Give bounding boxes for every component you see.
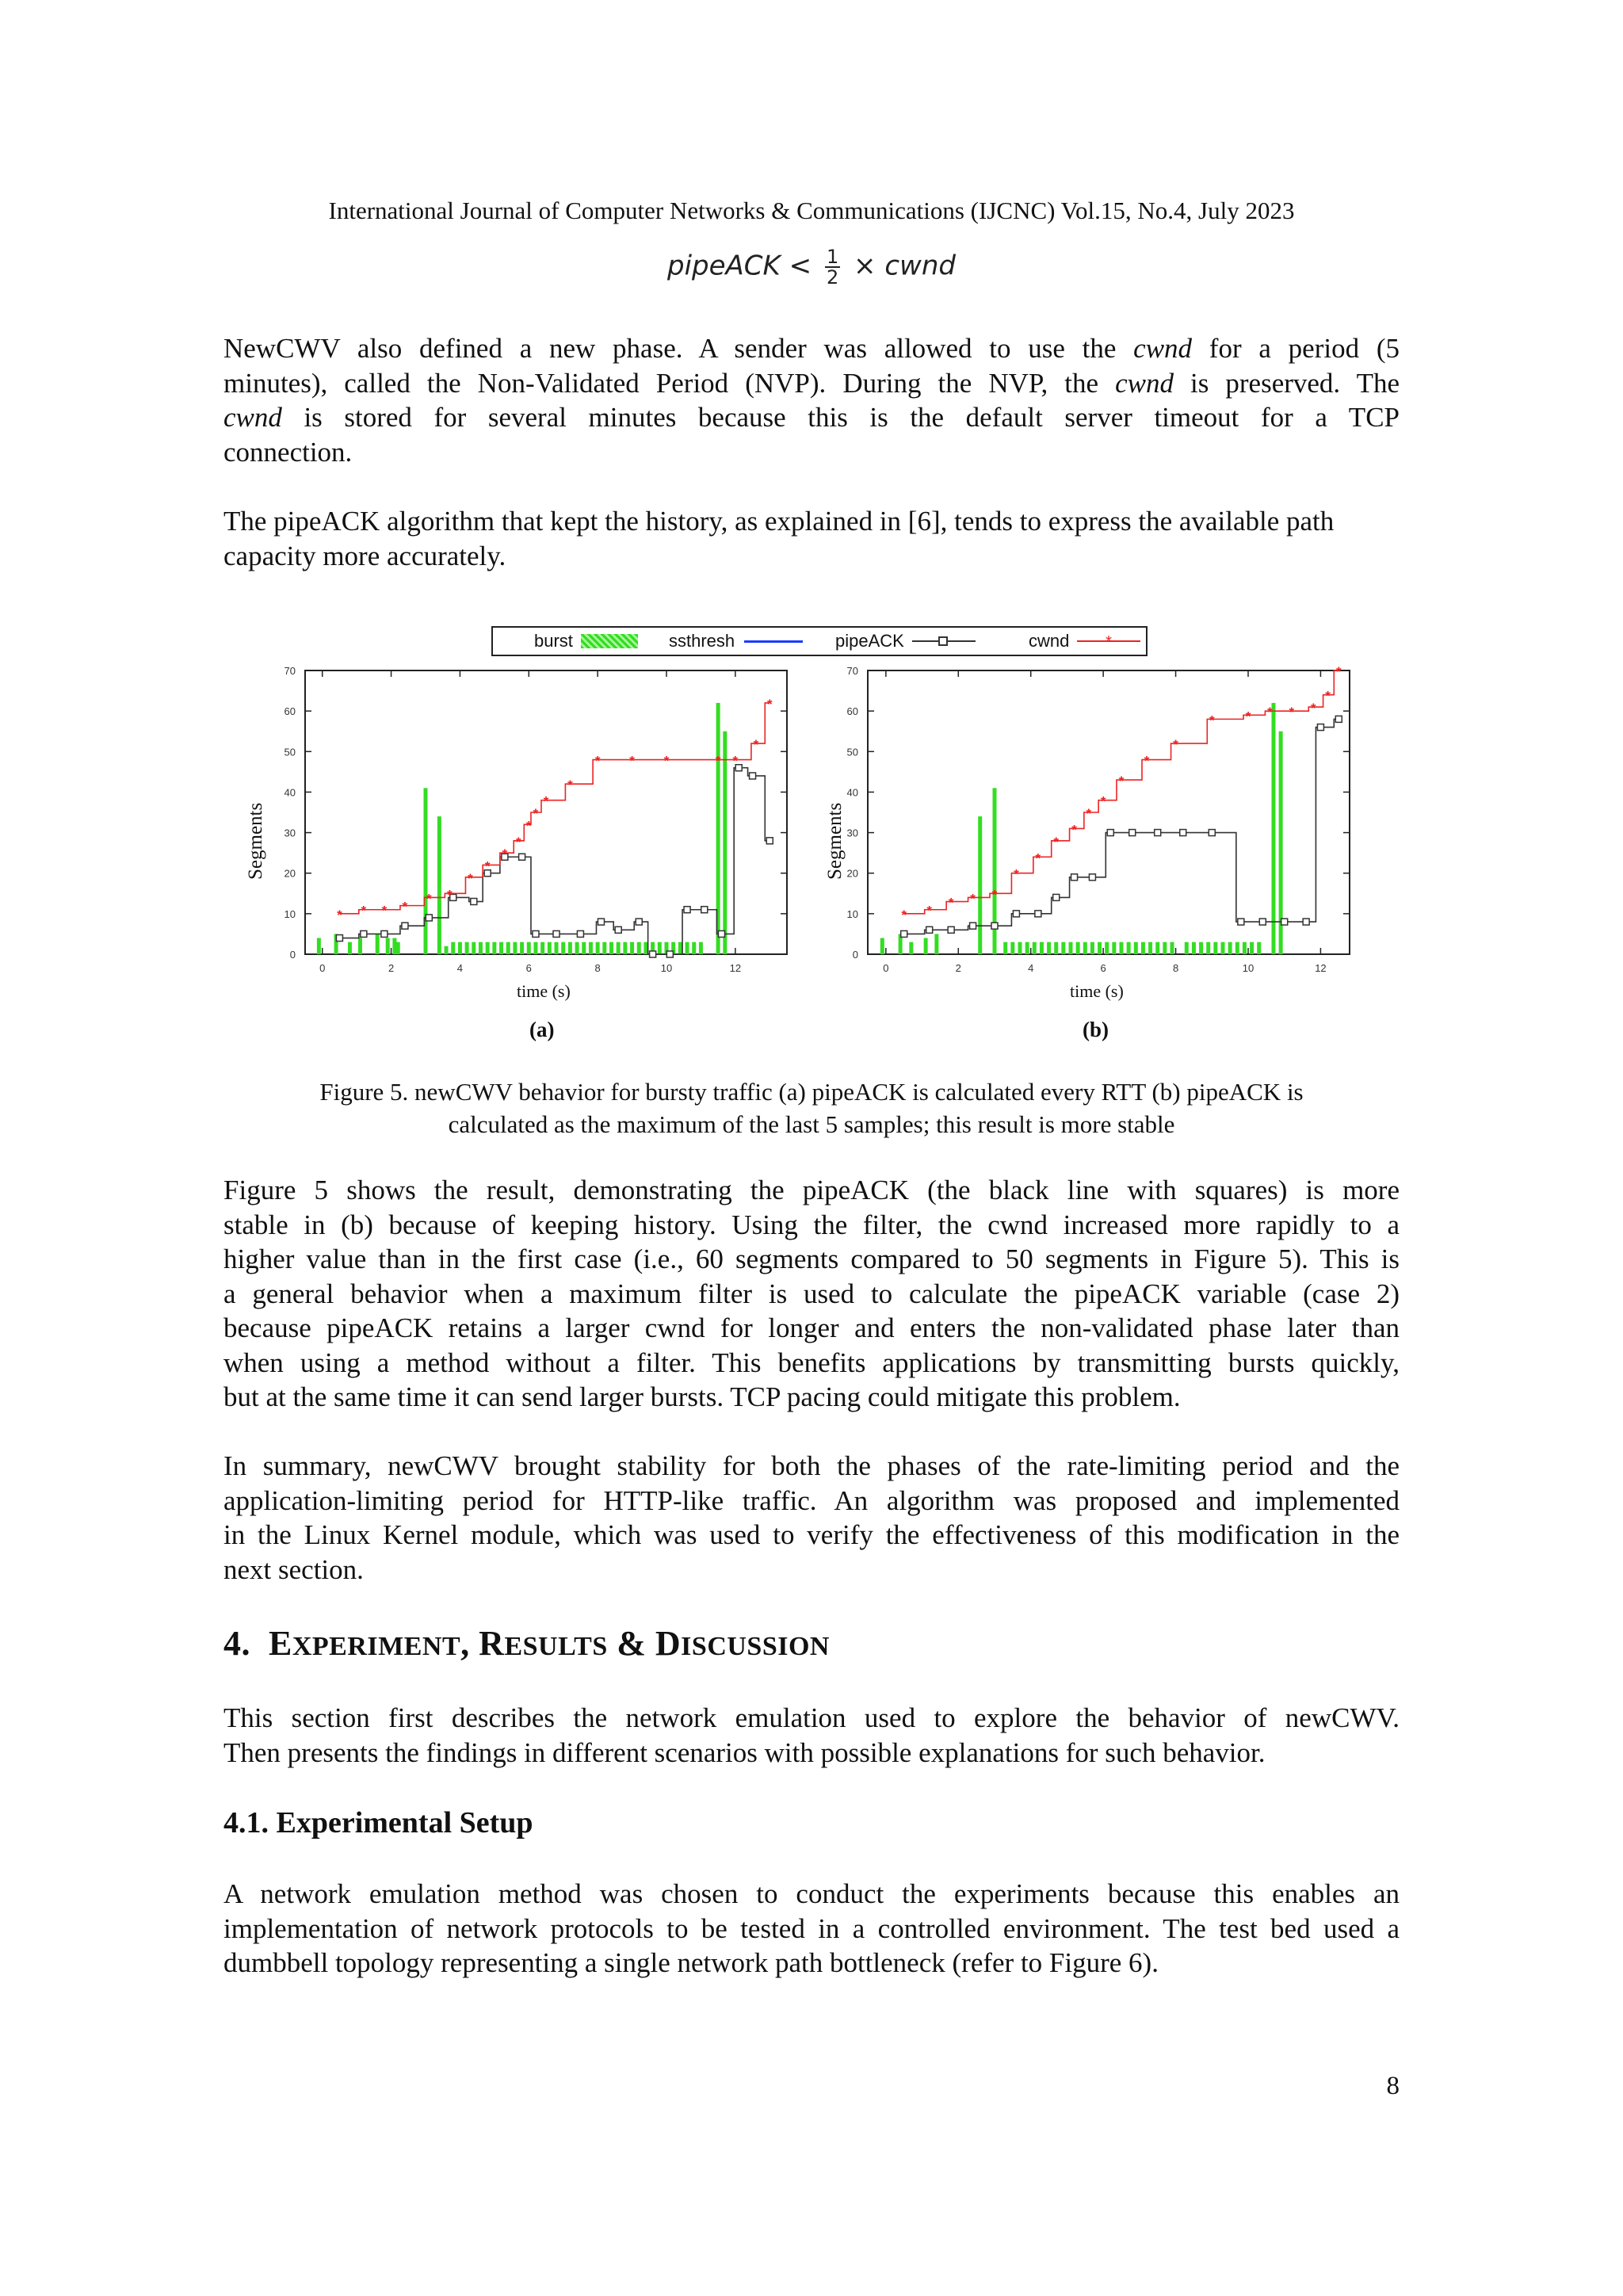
plot-frame: [868, 670, 1350, 954]
burst-bar: [520, 942, 524, 954]
cwnd-point: *: [1289, 705, 1295, 720]
text: for a period (5: [1192, 333, 1400, 364]
pipeack-point: [1129, 830, 1136, 836]
x-tick-label: 10: [1242, 962, 1254, 974]
x-tick-label: 2: [388, 962, 395, 974]
pipeack-point: [650, 951, 656, 957]
cwnd-point: *: [447, 887, 453, 903]
p4-line: in the Linux Kernel module, which was used to verify the effectiveness of this modification in the: [223, 1519, 1400, 1550]
burst-bar: [1076, 942, 1080, 954]
y-tick-label: 50: [846, 746, 858, 758]
burst-bar: [596, 942, 600, 954]
burst-bar: [424, 788, 428, 954]
y-axis-label-b: Segments: [824, 802, 846, 880]
cwnd-point: *: [502, 846, 508, 862]
pipeack-point: [701, 907, 708, 913]
y-tick-label: 40: [846, 786, 858, 799]
cwnd-point: *: [402, 899, 408, 915]
burst-bar: [1083, 942, 1087, 954]
heading-cap: E: [269, 1624, 292, 1663]
cwnd-point: *: [991, 887, 998, 903]
burst-bar: [692, 942, 696, 954]
paragraph-figure5-result: [223, 1173, 1400, 1415]
burst-bar: [1185, 942, 1189, 954]
burst-bar: [348, 942, 352, 954]
pipeack-point: [1238, 919, 1244, 925]
cwnd-point: *: [901, 907, 907, 923]
pipeack-point: [402, 923, 408, 929]
subsection-heading: 4.1. Experimental Setup: [223, 1806, 533, 1839]
formula-numerator: 1: [826, 246, 839, 268]
burst-bar: [1025, 942, 1029, 954]
y-tick-label: 0: [289, 949, 296, 961]
burst-bar: [396, 942, 400, 954]
section-number: 4.: [223, 1624, 250, 1663]
burst-bar: [1033, 942, 1037, 954]
y-tick-label: 60: [284, 705, 296, 718]
pipeack-point: [1035, 911, 1041, 917]
p3-line: stable in (b) because of keeping history. Using the filter, the cwnd increased more rapidly to a: [223, 1209, 1400, 1240]
burst-bar: [561, 942, 565, 954]
y-tick-label: 10: [846, 907, 858, 920]
burst-bar: [555, 942, 559, 954]
pipeack-point: [361, 930, 367, 937]
burst-bar: [1170, 942, 1174, 954]
burst-bar: [392, 938, 396, 954]
pipeack-point: [901, 930, 907, 937]
cwnd-point: *: [1209, 712, 1215, 728]
heading-smallcaps: ISCUSSION: [681, 1632, 830, 1661]
burst-bar: [386, 938, 390, 954]
burst-bar: [1040, 942, 1044, 954]
cwnd-point: *: [753, 737, 759, 753]
p3-line: Figure 5 shows the result, demonstrating the pipeACK (the black line with squares) is more: [223, 1175, 1400, 1205]
burst-bar: [472, 942, 475, 954]
burst-bar: [1213, 942, 1217, 954]
x-tick-label: 8: [1172, 962, 1179, 974]
pipeack-point: [684, 907, 690, 913]
pipeack-point: [766, 838, 773, 844]
burst-bar: [723, 732, 727, 954]
cwnd-point: *: [948, 895, 954, 911]
burst-bar: [506, 942, 510, 954]
pipeack-point: [1155, 830, 1161, 836]
paragraph-pipeack-history: The pipeACK algorithm that kept the history, as explained in [6], tends to express the available path capacity more accurately.: [223, 506, 1335, 571]
legend-label: cwnd: [1029, 631, 1070, 651]
y-tick-label: 20: [846, 867, 858, 880]
p5-line: Then presents the findings in different scenarios with possible explanations for such behavior.: [223, 1736, 1266, 1768]
burst-bar: [643, 942, 647, 954]
p1-line-1: [223, 331, 1400, 366]
pipeack-point: [1259, 919, 1266, 925]
burst-bar: [1235, 942, 1239, 954]
cwnd-point: *: [926, 903, 933, 919]
x-tick-label: 10: [660, 962, 673, 974]
burst-bar: [1098, 942, 1102, 954]
burst-bar: [582, 942, 586, 954]
p3-line: a general behavior when a maximum filter is used to calculate the pipeACK variable (case 2): [223, 1278, 1400, 1309]
burst-bar: [465, 942, 469, 954]
cwnd-point: *: [533, 806, 539, 821]
pipeack-point: [426, 915, 432, 921]
paragraph-experimental-setup: [223, 1877, 1400, 1981]
burst-bar: [1090, 942, 1094, 954]
cwnd-point: *: [525, 818, 532, 834]
page-number: 8: [1386, 2072, 1400, 2100]
burst-bar: [934, 934, 938, 954]
pipeack-point: [636, 919, 642, 925]
cwnd-point: *: [515, 834, 521, 850]
pipeack-point: [1180, 830, 1186, 836]
term-cwnd: cwnd: [1115, 367, 1174, 399]
p6-line: implementation of network protocols to be tested in a controlled environment. The test bed used a: [223, 1912, 1400, 1944]
burst-bar: [568, 942, 572, 954]
burst-bar: [1250, 942, 1254, 954]
pipeack-point: [1071, 874, 1078, 881]
p4-line: next section.: [223, 1553, 364, 1585]
legend-label: burst: [534, 631, 573, 651]
burst-bar: [540, 942, 544, 954]
x-tick-label: 6: [525, 962, 532, 974]
cwnd-point: *: [1118, 774, 1125, 789]
burst-bar: [978, 816, 982, 954]
y-tick-label: 30: [846, 827, 858, 839]
burst-bar: [1199, 942, 1203, 954]
heading-smallcaps: ESULTS: [504, 1632, 608, 1661]
burst-bar: [609, 942, 613, 954]
burst-bar: [1054, 942, 1058, 954]
cwnd-point: *: [1310, 701, 1316, 716]
pipeack-point: [1281, 919, 1288, 925]
pipeack-line-icon: [911, 633, 977, 649]
heading-sep: ,: [460, 1624, 479, 1663]
cwnd-point: *: [1173, 737, 1178, 753]
cwnd-point: *: [361, 903, 367, 919]
p3-line: when using a method without a filter. This benefits applications by transmitting bursts quickly,: [223, 1347, 1400, 1378]
p6-line: A network emulation method was chosen to conduct the experiments because this enables an: [223, 1878, 1400, 1909]
burst-bar: [1148, 942, 1152, 954]
cwnd-point: *: [381, 903, 388, 919]
text: minutes), called the Non-Validated Period (NVP). During the NVP, the: [223, 367, 1116, 399]
pipeack-point: [991, 923, 998, 929]
burst-bar: [1003, 942, 1007, 954]
ssthresh-line-icon: [744, 640, 803, 643]
y-tick-label: 50: [284, 746, 296, 758]
cwnd-point: *: [594, 753, 601, 769]
pipeack-point: [1303, 919, 1309, 925]
pipeack-point: [533, 930, 539, 937]
pipeack-point: [1013, 911, 1019, 917]
burst-bar: [479, 942, 483, 954]
cwnd-point: *: [567, 777, 573, 793]
y-tick-label: 20: [284, 867, 296, 880]
pipeack-point: [1053, 894, 1060, 900]
burst-bar: [486, 942, 490, 954]
legend-label: ssthresh: [669, 631, 735, 651]
plot-frame: [305, 670, 787, 954]
burst-bar: [458, 942, 462, 954]
cwnd-point: *: [1053, 834, 1060, 850]
burst-bar: [1243, 942, 1247, 954]
cwnd-point: *: [732, 753, 739, 769]
pipeack-point: [718, 930, 724, 937]
x-axis-label-a: time (s): [517, 981, 571, 1001]
p3-line: because pipeACK retains a larger cwnd for longer and enters the non-validated phase later than: [223, 1312, 1400, 1343]
term-cwnd: cwnd: [1133, 333, 1193, 364]
journal-header: International Journal of Computer Networks & Communications (IJCNC) Vol.15, No.4, July 2023: [328, 197, 1295, 224]
pipeack-point: [381, 930, 388, 937]
cwnd-point: *: [426, 891, 432, 907]
x-tick-label: 2: [955, 962, 961, 974]
burst-bar: [880, 938, 884, 954]
burst-bar: [924, 938, 928, 954]
burst-bar: [1018, 942, 1022, 954]
heading-smallcaps: XPERIMENT: [292, 1632, 461, 1661]
formula-lhs: pipeACK: [667, 250, 781, 282]
x-axis-label-b: time (s): [1070, 981, 1124, 1001]
burst-swatch-icon: [581, 634, 638, 648]
pipeack-point: [519, 854, 525, 860]
burst-bar: [492, 942, 496, 954]
x-tick-label: 12: [729, 962, 742, 974]
cwnd-point: *: [1035, 850, 1041, 866]
cwnd-point: *: [1267, 705, 1273, 720]
pipeack-point: [1107, 830, 1113, 836]
burst-bar: [602, 942, 606, 954]
cwnd-line-icon: [1075, 633, 1142, 649]
burst-bar: [376, 934, 380, 954]
cwnd-point: *: [663, 753, 670, 769]
heading-sep: &: [607, 1624, 655, 1663]
heading-cap: D: [655, 1624, 682, 1663]
p5-line: This section first describes the network emulation used to explore the behavior of newCWV.: [223, 1702, 1400, 1733]
burst-bar: [1061, 942, 1065, 954]
p3-line: but at the same time it can send larger bursts. TCP pacing could mitigate this problem.: [223, 1381, 1181, 1412]
formula-denominator: 2: [826, 266, 839, 288]
y-tick-label: 10: [284, 907, 296, 920]
legend-ssthresh: [669, 631, 803, 651]
pipeack-point: [1335, 716, 1342, 722]
cwnd-point: *: [337, 907, 342, 923]
formula-rhs: × cwnd: [854, 250, 956, 282]
burst-bar: [1163, 942, 1167, 954]
pipeack-point: [553, 930, 559, 937]
burst-bar: [1257, 942, 1261, 954]
y-tick-label: 70: [846, 665, 858, 677]
panel-label-a: (a): [529, 1018, 555, 1041]
paragraph-summary: [223, 1449, 1400, 1587]
x-tick-label: 0: [883, 962, 889, 974]
cwnd-point: *: [468, 870, 473, 886]
x-tick-label: 8: [594, 962, 601, 974]
cwnd-point: *: [970, 891, 976, 907]
x-tick-label: 0: [319, 962, 326, 974]
p6-line: dumbbell topology representing a single network path bottleneck (refer to Figure 6).: [223, 1947, 1159, 1978]
burst-bar: [437, 816, 441, 954]
burst-bar: [1141, 942, 1145, 954]
burst-bar: [451, 942, 455, 954]
burst-bar: [1272, 703, 1276, 954]
burst-bar: [617, 942, 621, 954]
cwnd-point: *: [543, 793, 549, 809]
cwnd-point: *: [1245, 709, 1251, 724]
y-tick-label: 40: [284, 786, 296, 799]
burst-bar: [527, 942, 531, 954]
burst-bar: [1228, 942, 1232, 954]
burst-bar: [1120, 942, 1124, 954]
p4-line: In summary, newCWV brought stability for both the phases of the rate-limiting period and the: [223, 1450, 1400, 1481]
formula: [0, 247, 1623, 287]
formula-op: <: [789, 250, 812, 282]
burst-bar: [678, 942, 682, 954]
burst-bar: [1127, 942, 1131, 954]
y-axis-label-a: Segments: [245, 802, 266, 880]
burst-bar: [1010, 942, 1014, 954]
caption-line-2: calculated as the maximum of the last 5 samples; this result is more stable: [448, 1110, 1175, 1138]
cwnd-point: *: [1014, 866, 1019, 882]
text: is preserved. The: [1173, 367, 1400, 399]
x-tick-label: 12: [1315, 962, 1327, 974]
burst-bar: [575, 942, 579, 954]
pipeack-point: [948, 926, 954, 933]
cwnd-point: *: [1144, 753, 1150, 769]
cwnd-point: *: [1086, 806, 1092, 821]
cwnd-point: *: [1325, 688, 1331, 704]
pipeack-point: [615, 926, 621, 933]
legend-label: pipeACK: [835, 631, 904, 651]
y-tick-label: 30: [284, 827, 296, 839]
chart-a: [238, 663, 816, 980]
legend-cwnd: [1029, 631, 1142, 651]
burst-bar: [1192, 942, 1196, 954]
p3-line: higher value than in the first case (i.e., 60 segments compared to 50 segments in Figure 5). This is: [223, 1244, 1400, 1274]
burst-bar: [317, 938, 321, 954]
cwnd-point: *: [1100, 793, 1106, 809]
paragraph-newcwv-phase: [223, 331, 1400, 469]
burst-bar: [533, 942, 537, 954]
p1-line-2: [223, 366, 1400, 401]
pipeack-point: [598, 919, 604, 925]
burst-bar: [1134, 942, 1138, 954]
x-tick-label: 4: [456, 962, 464, 974]
y-tick-label: 60: [846, 705, 858, 718]
x-tick-label: 4: [1028, 962, 1034, 974]
paragraph-section-intro: [223, 1701, 1400, 1770]
pipeack-point: [926, 926, 933, 933]
y-tick-label: 0: [852, 949, 858, 961]
burst-bar: [630, 942, 634, 954]
text: NewCWV also defined a new phase. A sender was allowed to use the: [223, 333, 1134, 364]
svg-text:*: *: [1106, 633, 1113, 649]
formula-fraction: [825, 247, 840, 287]
figure-legend: [491, 626, 1148, 656]
cwnd-point: *: [1335, 664, 1342, 679]
pipeack-point: [336, 935, 342, 942]
pipeack-point: [1209, 830, 1215, 836]
heading-cap: R: [479, 1624, 505, 1663]
pipeack-point: [471, 899, 477, 905]
burst-bar: [1069, 942, 1073, 954]
caption-line-1: Figure 5. newCWV behavior for bursty traffic (a) pipeACK is calculated every RTT (b) pipeACK is: [319, 1078, 1304, 1106]
pipeack-point: [577, 930, 583, 937]
section-heading: [223, 1623, 830, 1664]
burst-bar: [499, 942, 503, 954]
cwnd-point: *: [766, 696, 773, 712]
legend-burst: [534, 631, 638, 651]
figure-caption: [223, 1075, 1400, 1140]
pipeack-point: [750, 773, 756, 779]
burst-bar: [658, 942, 662, 954]
burst-bar: [1047, 942, 1051, 954]
burst-bar: [548, 942, 552, 954]
burst-bar: [513, 942, 517, 954]
p1-line-3: [223, 400, 1400, 435]
text: is stored for several minutes because this is the default server timeout for a TCP: [281, 402, 1400, 433]
panel-label-b: (b): [1083, 1018, 1109, 1041]
chart-b: [824, 663, 1379, 980]
pipeack-point: [970, 923, 976, 929]
p4-line: application-limiting period for HTTP-like traffic. An algorithm was proposed and implemented: [223, 1484, 1400, 1516]
burst-bar: [1112, 942, 1116, 954]
burst-bar: [699, 942, 703, 954]
cwnd-point: *: [484, 858, 491, 874]
term-cwnd: cwnd: [223, 402, 282, 433]
x-tick-label: 6: [1100, 962, 1106, 974]
cwnd-point: *: [715, 753, 721, 769]
y-tick-label: 70: [284, 665, 296, 677]
burst-bar: [685, 942, 689, 954]
burst-bar: [445, 946, 449, 954]
burst-bar: [1105, 942, 1109, 954]
burst-bar: [637, 942, 641, 954]
pipeack-point: [1089, 874, 1095, 881]
legend-pipeack: [835, 631, 977, 651]
pipeack-point: [1317, 724, 1323, 731]
burst-bar: [623, 942, 627, 954]
cwnd-point: *: [629, 753, 635, 769]
burst-bar: [589, 942, 593, 954]
burst-bar: [1206, 942, 1210, 954]
p1-line-4: connection.: [223, 436, 353, 468]
burst-bar: [358, 938, 362, 954]
cwnd-point: *: [1071, 822, 1077, 838]
burst-bar: [1221, 942, 1225, 954]
pipeack-point: [666, 951, 673, 957]
burst-bar: [1155, 942, 1159, 954]
burst-bar: [909, 942, 913, 954]
